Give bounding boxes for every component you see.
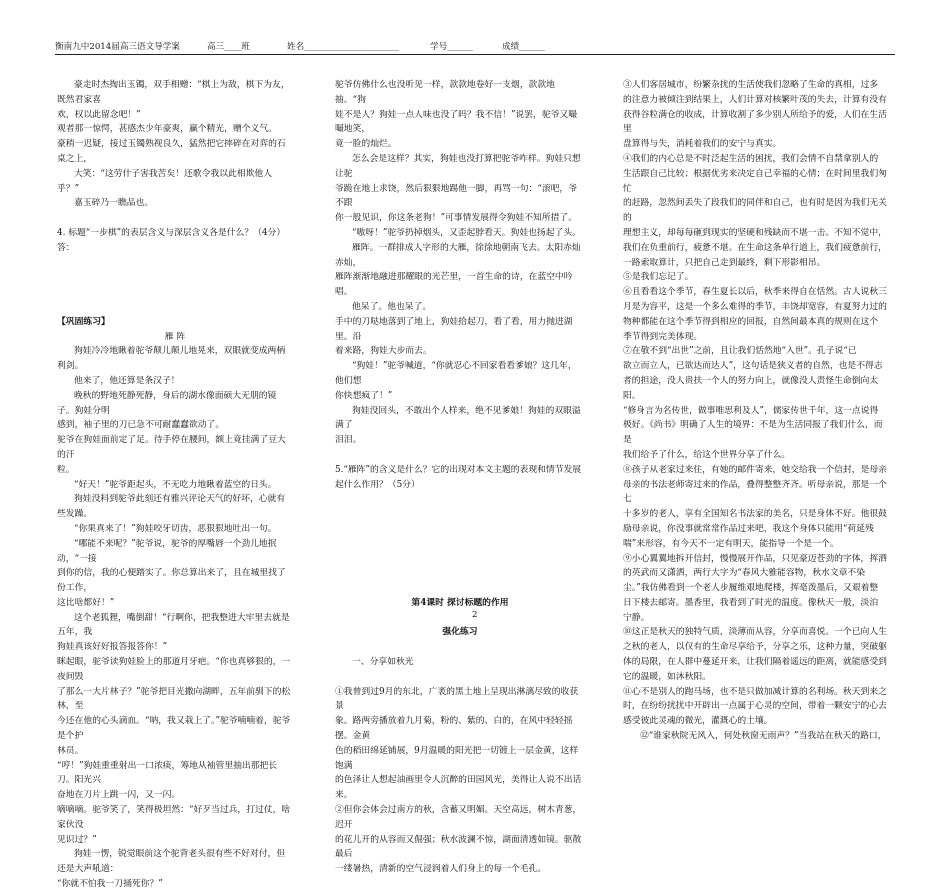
text-line: 第4课时 探讨标题的作用 xyxy=(411,597,509,608)
text-line: ⑥且看看这个季节，春生夏长以后，秋季来得自在恬然。古人说秋三 xyxy=(623,287,887,298)
text-line: 他来了，他还算是条汉子！ xyxy=(74,375,180,386)
text-line: 观者那一惊愕，甚感杰少年豪爽，赢个精光，赠个义气。 xyxy=(57,124,277,135)
text-line xyxy=(335,611,585,626)
page-header xyxy=(55,40,895,55)
text-line: 尘。”我仿佛看到一个老人步履维艰地爬楼，挥毫泼墨后，又艰着整 xyxy=(623,583,879,594)
text-line: 这个老狐狸，嘴倒甜！“行啊你，把我整进大牢里去就是五年，我 xyxy=(57,612,290,638)
text-line: ②但你会体会过南方的秋，含蓄又明媚。天空高远，树木青葱，迟开 xyxy=(335,805,582,830)
text-line: 我们给予了什么，给这个世界分享了什么。 xyxy=(623,449,791,460)
text-line xyxy=(335,492,585,507)
text-line xyxy=(57,270,293,285)
text-line: “你果真来了！”狗娃咬牙切齿，恶狠狠地吐出一句。 xyxy=(74,523,277,534)
text-line: 你快想疯了！” xyxy=(335,390,393,401)
class-field: 高三____班 xyxy=(207,42,250,52)
text-line: 他呆了。他也呆了。 xyxy=(352,301,432,312)
text-line: 【巩固练习】 xyxy=(57,316,110,327)
text-line xyxy=(335,640,585,655)
text-line: 大笑：“这劳什子害我苦矣！还歌令我以此相欺他人乎？” xyxy=(57,168,273,194)
middle-column xyxy=(335,78,585,877)
text-line: “狗娃！”驼爷喊道，“你就忍心不回家看看爹娘？这几年，他们想 xyxy=(335,361,577,386)
text-line: 娃不是人？狗娃一点人味也没了吗？我不信！”说罢，驼爷又嘬嘬地笑， xyxy=(335,109,578,135)
right-column xyxy=(623,78,888,744)
text-line: “嗷呀！”驼爷扔掉烟头，又歪起脖看天。狗娃也扬起了头。 xyxy=(352,227,581,238)
text-line: 今还在他的心头滴血。“呐，我又栽上了。”驼爷喃喃着，驼爷是个护 xyxy=(57,716,291,742)
text-line xyxy=(335,670,585,685)
text-line: 狗娃没料到驼爷此刻还有雅兴评论天气的好坏，心就有些发躁。 xyxy=(57,494,286,520)
text-line: 欲立而立人，已欲达而达人”，这句话是狭义者的自然，也是不得志 xyxy=(623,361,883,372)
text-line: 这比啥都好！” xyxy=(57,597,115,608)
text-line: 感受彼此灵魂的微光，灌溉心的土壤。 xyxy=(623,716,773,727)
text-line: 获得谷粒满仓的收成，计算收割了多少别人所给予的爱，人们在生活里 xyxy=(623,109,887,135)
text-line: 林员。 xyxy=(57,745,84,756)
text-line: ⑤是我们忘记了。 xyxy=(623,272,694,283)
text-line: 4. 标题“一步棋”的表层含义与深层含义各是什么？（4分） xyxy=(57,227,286,238)
text-line: ⑩这正是秋天的独特气质，淡薄而从容，分享而喜悦。一个已向人生 xyxy=(623,627,887,638)
text-line: 它的温暖，如沐秋阳。 xyxy=(623,671,711,682)
text-line: 到你的信，我的心便踏实了。你总算出来了，且在城里找了份工作， xyxy=(57,568,286,594)
score-field: 成绩______ xyxy=(502,42,545,52)
text-line: 色的稻田绵延铺展，9月温暖的阳光把一切镀上一层金黄，这样饱满 xyxy=(335,745,579,771)
text-line: 月是为容平，这是一个多么难得的季节，丰饶却宽容，有夏努力过的 xyxy=(623,301,887,312)
text-line xyxy=(57,211,293,226)
text-line: 生活跟自己比较；根据优劣来决定自己幸福的心情；在时间里我们匆忙 xyxy=(623,168,887,194)
text-line: 宁静。 xyxy=(623,612,650,623)
text-line: 的色泽让人想起油画里令人沉醉的田园风光，美得让人说不出话来。 xyxy=(335,775,582,801)
text-line: 十多岁的老人，享有全国知名书法家的美名，只是身体不好。他很鼓 xyxy=(623,509,887,520)
text-line: 了那么一大片林子？”驼爷把目光撒向湖畔，五年前驯下的松林，至 xyxy=(57,686,291,712)
text-line: 的英武而又潇洒，两行大字为“春风大雅能容物，秋水文章不染 xyxy=(623,568,866,579)
text-line: 狗娃冷冷地瞅着驼爷颠儿颠儿地晃来，双眼就变成两柄利剑。 xyxy=(57,346,286,372)
text-line: ⑪心不是别人的跑马场，也不是只做加减计算的名利场。秋天到来之 xyxy=(623,686,887,697)
text-line: ⑫“谁家秋院无风入，何处秋窗无雨声？”当我站在秋天的路口， xyxy=(640,731,887,742)
text-line: 极好。《尚书》明确了人生的境界：不是为生活同报了我们什么，而是 xyxy=(623,420,883,446)
text-line: 泪泪。 xyxy=(335,435,362,446)
text-line: 答： xyxy=(57,242,75,253)
text-line: 奋地在刀片上跳一闪，又一闪。 xyxy=(57,790,181,801)
text-line: 5.“雁阵”的含义是什么？它的出现对本文主题的表现和情节发展 xyxy=(335,464,582,475)
text-line: 强化练习 xyxy=(442,627,478,638)
text-line: ⑨小心翼翼地拆开信封，慢慢展开作品，只见豪迈苍劲的字体，挥洒 xyxy=(623,553,887,564)
text-line: 感到，袖子里的刀已急不可耐蠢蠢欲动了。 xyxy=(57,420,225,431)
text-line: 之秋的老人，以仅有的生命尽享给予，分享之乐，这种力量，突破躯 xyxy=(623,642,887,653)
text-line: 我们在负重前行，疲惫不堪。在生命这条单行道上，我们疲惫前行， xyxy=(623,242,887,253)
text-line: 励母亲说，你没事就常常作品过来吧，我这个身体只能用“荷延残 xyxy=(623,523,874,534)
text-line: 者的担途，没人贵扶一个人的努力向上，就像没人责怪生命倒向太阳。 xyxy=(623,375,879,401)
text-line: “修身言为名传世，做事唯思利及人”，儒家传世千年，这一点说得 xyxy=(623,405,879,416)
name-field: 姓名______________________ xyxy=(287,42,399,52)
text-line: “哪能不来呢？”驼爷说，驼爷的厚嘴唇一个劲儿地抿动，“一接 xyxy=(57,538,277,564)
text-line: 体的局限，在人群中蔓延开来，让我们隔着遥远的距离，就能感受到 xyxy=(623,657,887,668)
text-line: “你就不怕我一刀捅死你？” xyxy=(57,879,163,890)
text-line: 驼爷在狗娃面前定了足。待手停在腰间，额上竟挂满了豆大的汗 xyxy=(57,435,286,460)
page-number: 2 xyxy=(472,610,478,620)
text-line: 狗娃真该好好报答报答你！” xyxy=(57,642,168,653)
school-title: 衡南九中2014届高三语文导学案 xyxy=(55,42,180,52)
text-line: 物种都能在这个季节得到相应的回报，自然间最本真的规则在这个 xyxy=(623,316,879,327)
text-line: 狗娃一愣，锐觉眼前这个驼背老头很有些不好对付，但还是大声吼道： xyxy=(57,849,286,875)
text-line: 豪稍一迟疑，接过玉镯熟视良久，猛然把它摔碎在对弈的石桌之上， xyxy=(57,139,286,164)
text-line: 理想主义，却每每砸到现实的坚硬和残缺而不堪一击。不知不觉中， xyxy=(623,227,887,238)
text-line: 季节得到完美体现。 xyxy=(623,331,703,342)
text-line: 怎么会是这样？其实，狗娃也没打算把驼爷咋样。狗娃只想让驼 xyxy=(335,153,581,179)
text-line: ①我曾到过9月的东北，广袤的黑土地上呈现出淋漓尽致的收获景 xyxy=(335,686,579,712)
text-line: 起什么作用？（5分） xyxy=(335,479,420,490)
text-line: 日下楼去邮寄。墨香里，我看到了时光的温度。像秋天一般，淡泊 xyxy=(623,597,879,608)
text-line xyxy=(335,566,585,581)
text-line xyxy=(335,552,585,567)
text-line: 雁阵。一群排成人字形的大雁，徐徐地朝南飞去。太阳赤灿赤灿， xyxy=(335,242,581,268)
text-line: 驼爷仿佛什么也没听见一样，款款地卷好一支烟，款款地抽。“狗 xyxy=(335,80,555,105)
text-line: ⑧孩子从老家过来住，有她的邮件寄来，她交给我一个信封，是母亲 xyxy=(623,464,887,475)
text-line: 粒。 xyxy=(57,464,75,475)
text-line: 晚秋的野地死静死静，身后的湖水像面硕大无朋的镜子。狗娃分明 xyxy=(57,390,277,416)
text-line xyxy=(57,285,293,300)
text-line: 你一般见识，你这条老狗！”可事情发展得令狗娃不知所措了。 xyxy=(335,213,578,224)
text-line: 嘉玉碎乃一瞧品也。 xyxy=(74,198,154,209)
text-line: “好天！”驼爷距起头，不无吃力地瞅着蓝空的日头。 xyxy=(74,479,277,490)
text-line: 的赶路，忽然间丢失了段我们的同伴和自己，也有时是因为我们无关的 xyxy=(623,198,887,224)
text-line: 盘算得与失，消耗着我们的安宁与真实。 xyxy=(623,139,782,150)
text-line: 一路索取算计，只把自己走到最终，剩下形影相吊。 xyxy=(623,257,826,268)
text-line xyxy=(57,300,293,315)
text-line: 喘”来形容，有今天不一定有明天，能指导一个是一个。 xyxy=(623,538,839,549)
text-line: 一、分享如秋光 xyxy=(352,657,414,668)
text-line: 雁 阵 xyxy=(164,331,186,342)
text-line: ③人们客居城市，纷繁杂扰的生活使我们忽略了生命的真相，过多 xyxy=(623,80,879,90)
text-line: 母亲的书法老师寄过来的作品，叠得整整齐齐。听母亲说，那是一个七 xyxy=(623,479,887,505)
text-line: 眯起眼，驼爷读狗娃脸上的那道月牙疤。“你也真够狠的，一夜间毁 xyxy=(57,657,291,682)
text-line xyxy=(335,507,585,522)
text-line: ⑦在敬不到“出世”之前，且让我们恬然地“入世”。孔子说“已 xyxy=(623,346,857,357)
text-line: 雁阵渐渐地融进那耀眼的光芒里，一首生命的诗，在蓝空中吟唱。 xyxy=(335,272,573,298)
text-line: 着来路，狗娃大步而去。 xyxy=(335,346,432,357)
text-line xyxy=(57,256,293,271)
student-number-field: 学号______ xyxy=(430,42,473,52)
text-line: 见识过？” xyxy=(57,834,97,845)
text-line: ④我们的内心总是不时泛起生活的困扰，我们会情不自禁拿别人的 xyxy=(623,153,879,164)
text-line xyxy=(335,448,585,463)
text-line: 的花儿开的从容而又倔强；秋水波澜不惊，湖面清透如镜。驱散最后 xyxy=(335,834,582,860)
text-line: 的注意力被倾注到结果上，人们计算对核繁叶茂的失去，计算有没有 xyxy=(623,94,887,105)
text-line: “哼！”狗娃重重射出一口浓痰，筹地从袖管里抽出那把长刀。阳光兴 xyxy=(57,760,278,786)
text-line: 竟一脸的灿烂。 xyxy=(335,139,397,150)
left-column xyxy=(57,78,293,892)
text-line xyxy=(335,581,585,596)
text-line: 一缕暑热，清新的空气浸润着人们身上的每一个毛孔。 xyxy=(335,864,547,875)
text-line: 象。路两旁播放着九月菊，粉的、紫的、白的，在风中轻轻摇摆。金黄 xyxy=(335,716,573,742)
text-line: 手中的刀哒地落到了地上，狗娃拾起刀，看了看，用力抛进湖里。沿 xyxy=(335,316,573,342)
text-line: 豪走时杰掏出玉镯，双手相赠：“棋上为敌，棋下为友，既然君家喜 xyxy=(57,80,290,105)
text-line xyxy=(335,537,585,552)
text-line xyxy=(335,522,585,537)
text-line: 狗娃没回头，不敢出个人样来，绝不见爹娘！狗娃的双眼溢满了 xyxy=(335,405,581,431)
text-line: 嘀嘀嘀。驼爷笑了，笑得极坦然：“好歹当过兵，打过仗，啥家伙没 xyxy=(57,805,291,830)
text-line: 时，在纷纷扰扰中开辟出一点属于心灵的空间，带着一颗安宁的心去 xyxy=(623,701,887,712)
text-line: 爷跪在地上求饶，然后狠狠地踢他一脚，再骂一句：“滚吧，爷不跟 xyxy=(335,183,578,209)
text-line: 欢，权以此留念吧！” xyxy=(57,109,141,120)
